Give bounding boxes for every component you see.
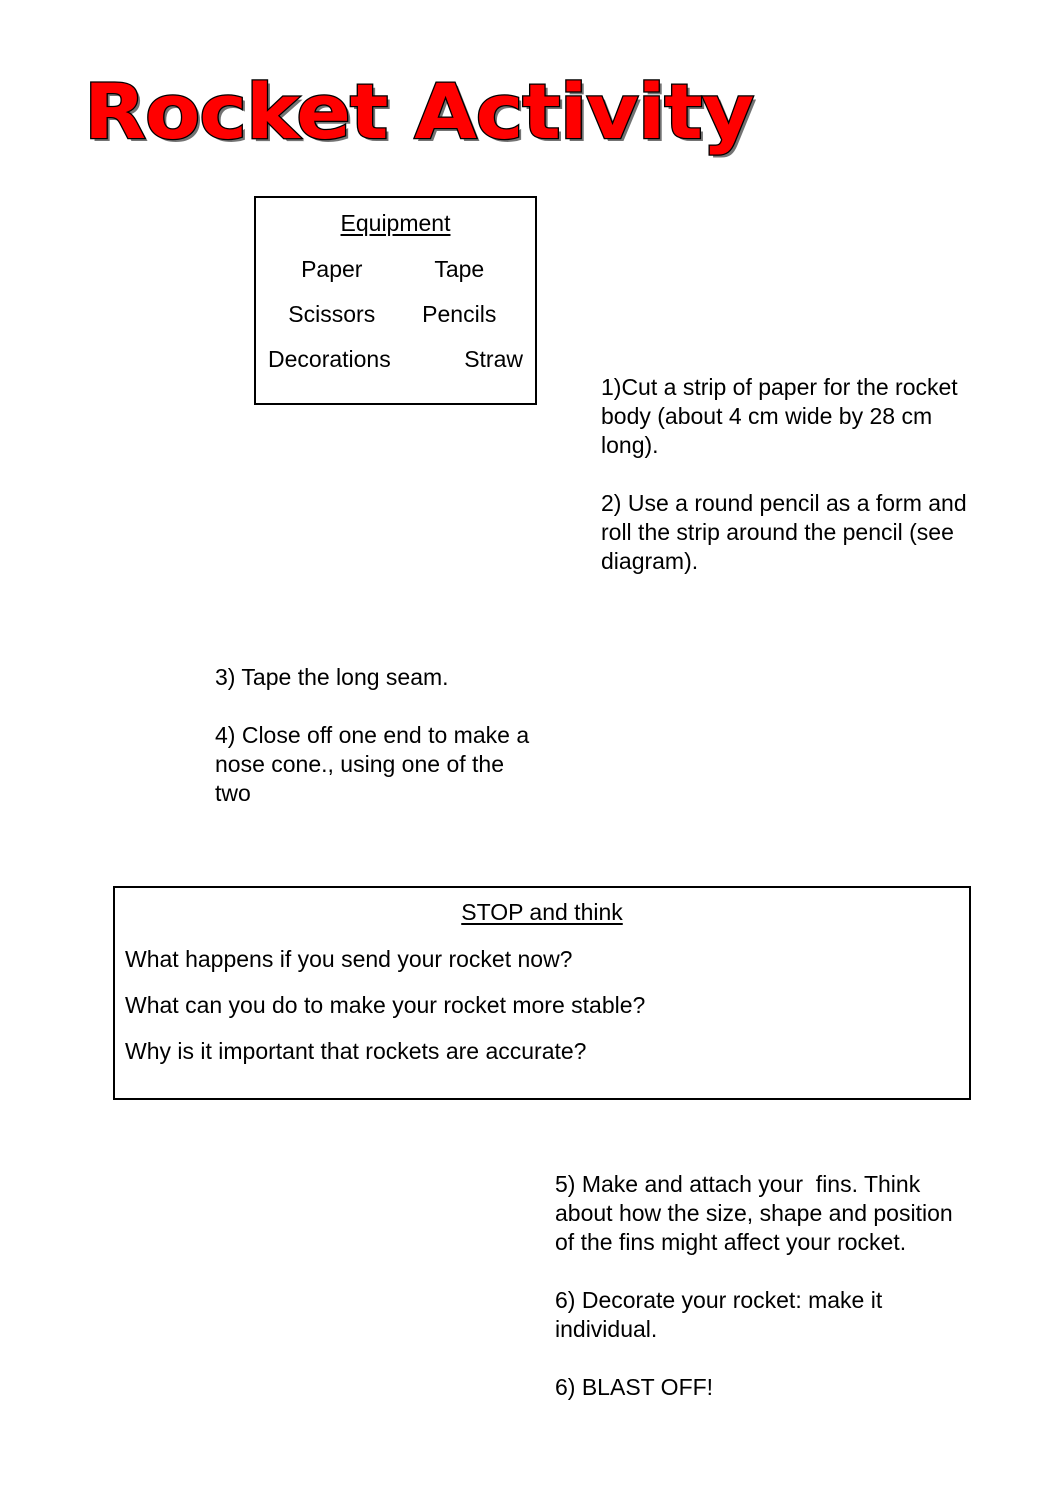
stop-question-1: What happens if you send your rocket now? [125, 946, 573, 972]
instruction-step-blast-off: 6) BLAST OFF! [555, 1374, 714, 1400]
equipment-heading: Equipment [340, 210, 451, 236]
stop-question-2: What can you do to make your rocket more stable? [125, 992, 646, 1018]
instruction-step-6: 6) Decorate your rocket: make it individual. [555, 1287, 889, 1342]
instruction-steps-5-6 [555, 1170, 965, 1402]
equipment-row [268, 345, 523, 373]
stop-and-think-box [113, 886, 971, 1100]
instruction-step-1: 1)Cut a strip of paper for the rocket body (about 4 cm wide by 28 cm long). [601, 374, 965, 458]
equipment-box [254, 196, 537, 405]
instruction-step-3: 3) Tape the long seam. [215, 664, 449, 690]
equipment-item-tape: Tape [434, 256, 485, 282]
equipment-item-paper: Paper [301, 256, 363, 282]
equipment-row [268, 255, 523, 283]
instruction-step-4: 4) Close off one end to make a nose cone., using one of the two [215, 722, 536, 806]
equipment-item-straw: Straw [464, 346, 523, 372]
equipment-row [268, 300, 523, 328]
equipment-item-pencils: Pencils [422, 301, 497, 327]
instruction-steps-1-2 [601, 373, 973, 576]
instruction-step-5: 5) Make and attach your fins. Think about how the size, shape and position of the fins might affect your rocket. [555, 1171, 960, 1255]
page-title: Rocket Activity [84, 67, 754, 156]
stop-and-think-heading: STOP and think [461, 899, 623, 925]
stop-question-3: Why is it important that rockets are accurate? [125, 1038, 587, 1064]
instruction-steps-3-4 [215, 663, 545, 808]
equipment-item-decorations: Decorations [268, 346, 391, 372]
equipment-item-scissors: Scissors [288, 301, 376, 327]
instruction-step-2: 2) Use a round pencil as a form and roll the strip around the pencil (see diagram). [601, 490, 974, 574]
